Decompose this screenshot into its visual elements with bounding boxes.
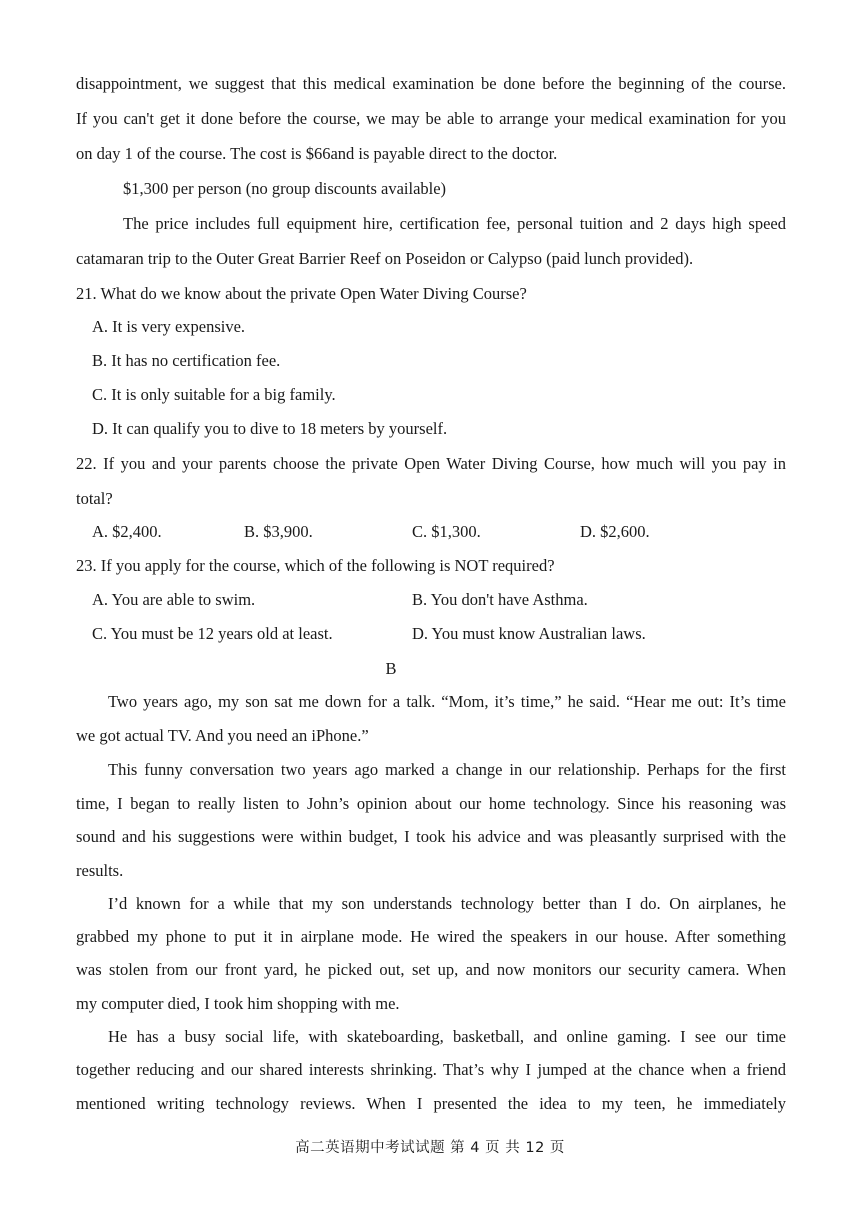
- price-line: $1,300 per person (no group discounts available): [123, 179, 447, 198]
- passage-p4-line-1: He has a busy social life, with skateboarding, basketball, and online gaming. I see our time: [108, 1027, 786, 1046]
- question-22-stem-line-1: 22. If you and your parents choose the private Open Water Diving Course, how much will you pay in: [76, 454, 786, 473]
- notes-line-3: on day 1 of the course. The cost is $66and is payable direct to the doctor.: [76, 144, 558, 163]
- page-footer: 高二英语期中考试试题 第 4 页 共 12 页: [295, 1140, 565, 1156]
- question-23-option-b: B. You don't have Asthma.: [412, 590, 588, 609]
- question-23-option-d: D. You must know Australian laws.: [412, 624, 646, 643]
- passage-p2-line-4: results.: [76, 861, 124, 880]
- question-23-option-c: C. You must be 12 years old at least.: [92, 624, 333, 643]
- passage-p2-line-3: sound and his suggestions were within budget, I took his advice and was pleasantly surprised with the: [76, 827, 786, 846]
- section-b-heading: B: [385, 659, 397, 678]
- question-21-option-c: C. It is only suitable for a big family.: [92, 385, 336, 404]
- question-23-option-a: A. You are able to swim.: [92, 590, 256, 609]
- question-21-stem: 21. What do we know about the private Open Water Diving Course?: [76, 284, 527, 303]
- passage-p3-line-2: grabbed my phone to put it in airplane mode. He wired the speakers in our house. After something: [76, 927, 786, 946]
- question-22-option-d: D. $2,600.: [580, 522, 650, 541]
- passage-p1-line-1: Two years ago, my son sat me down for a talk. “Mom, it’s time,” he said. “Hear me out: It’s time: [108, 692, 786, 711]
- notes-line-2: If you can't get it done before the course, we may be able to arrange your medical examination for you: [76, 109, 786, 128]
- passage-p2-line-2: time, I began to really listen to John’s opinion about our home technology. Since his reasoning was: [76, 794, 786, 813]
- question-22-option-c: C. $1,300.: [412, 522, 481, 541]
- notes-line-1: disappointment, we suggest that this medical examination be done before the beginning of the course.: [76, 74, 786, 93]
- passage-p2-line-1: This funny conversation two years ago marked a change in our relationship. Perhaps for the first: [108, 760, 786, 779]
- question-21-option-d: D. It can qualify you to dive to 18 meters by yourself.: [92, 419, 448, 438]
- passage-p4-line-3: mentioned writing technology reviews. When I presented the idea to my teen, he immediately: [76, 1094, 786, 1113]
- passage-p1-line-2: we got actual TV. And you need an iPhone.”: [76, 726, 369, 745]
- question-22-stem-line-2: total?: [76, 489, 113, 508]
- passage-p3-line-4: my computer died, I took him shopping with me.: [76, 994, 400, 1013]
- price-includes-line-1: The price includes full equipment hire, certification fee, personal tuition and 2 days high speed: [123, 214, 786, 233]
- passage-p4-line-2: together reducing and our shared interests shrinking. That’s why I jumped at the chance when a friend: [76, 1060, 786, 1079]
- price-includes-line-2: catamaran trip to the Outer Great Barrier Reef on Poseidon or Calypso (paid lunch provided).: [76, 249, 694, 268]
- question-21-option-b: B. It has no certification fee.: [92, 351, 281, 370]
- passage-p3-line-3: was stolen from our front yard, he picked out, set up, and now monitors our security camera. When: [76, 960, 786, 979]
- question-22-option-a: A. $2,400.: [92, 522, 162, 541]
- question-22-option-b: B. $3,900.: [244, 522, 313, 541]
- passage-p3-line-1: I’d known for a while that my son understands technology better than I do. On airplanes, he: [108, 894, 786, 913]
- question-21-option-a: A. It is very expensive.: [92, 317, 246, 336]
- question-23-stem: 23. If you apply for the course, which of the following is NOT required?: [76, 556, 555, 575]
